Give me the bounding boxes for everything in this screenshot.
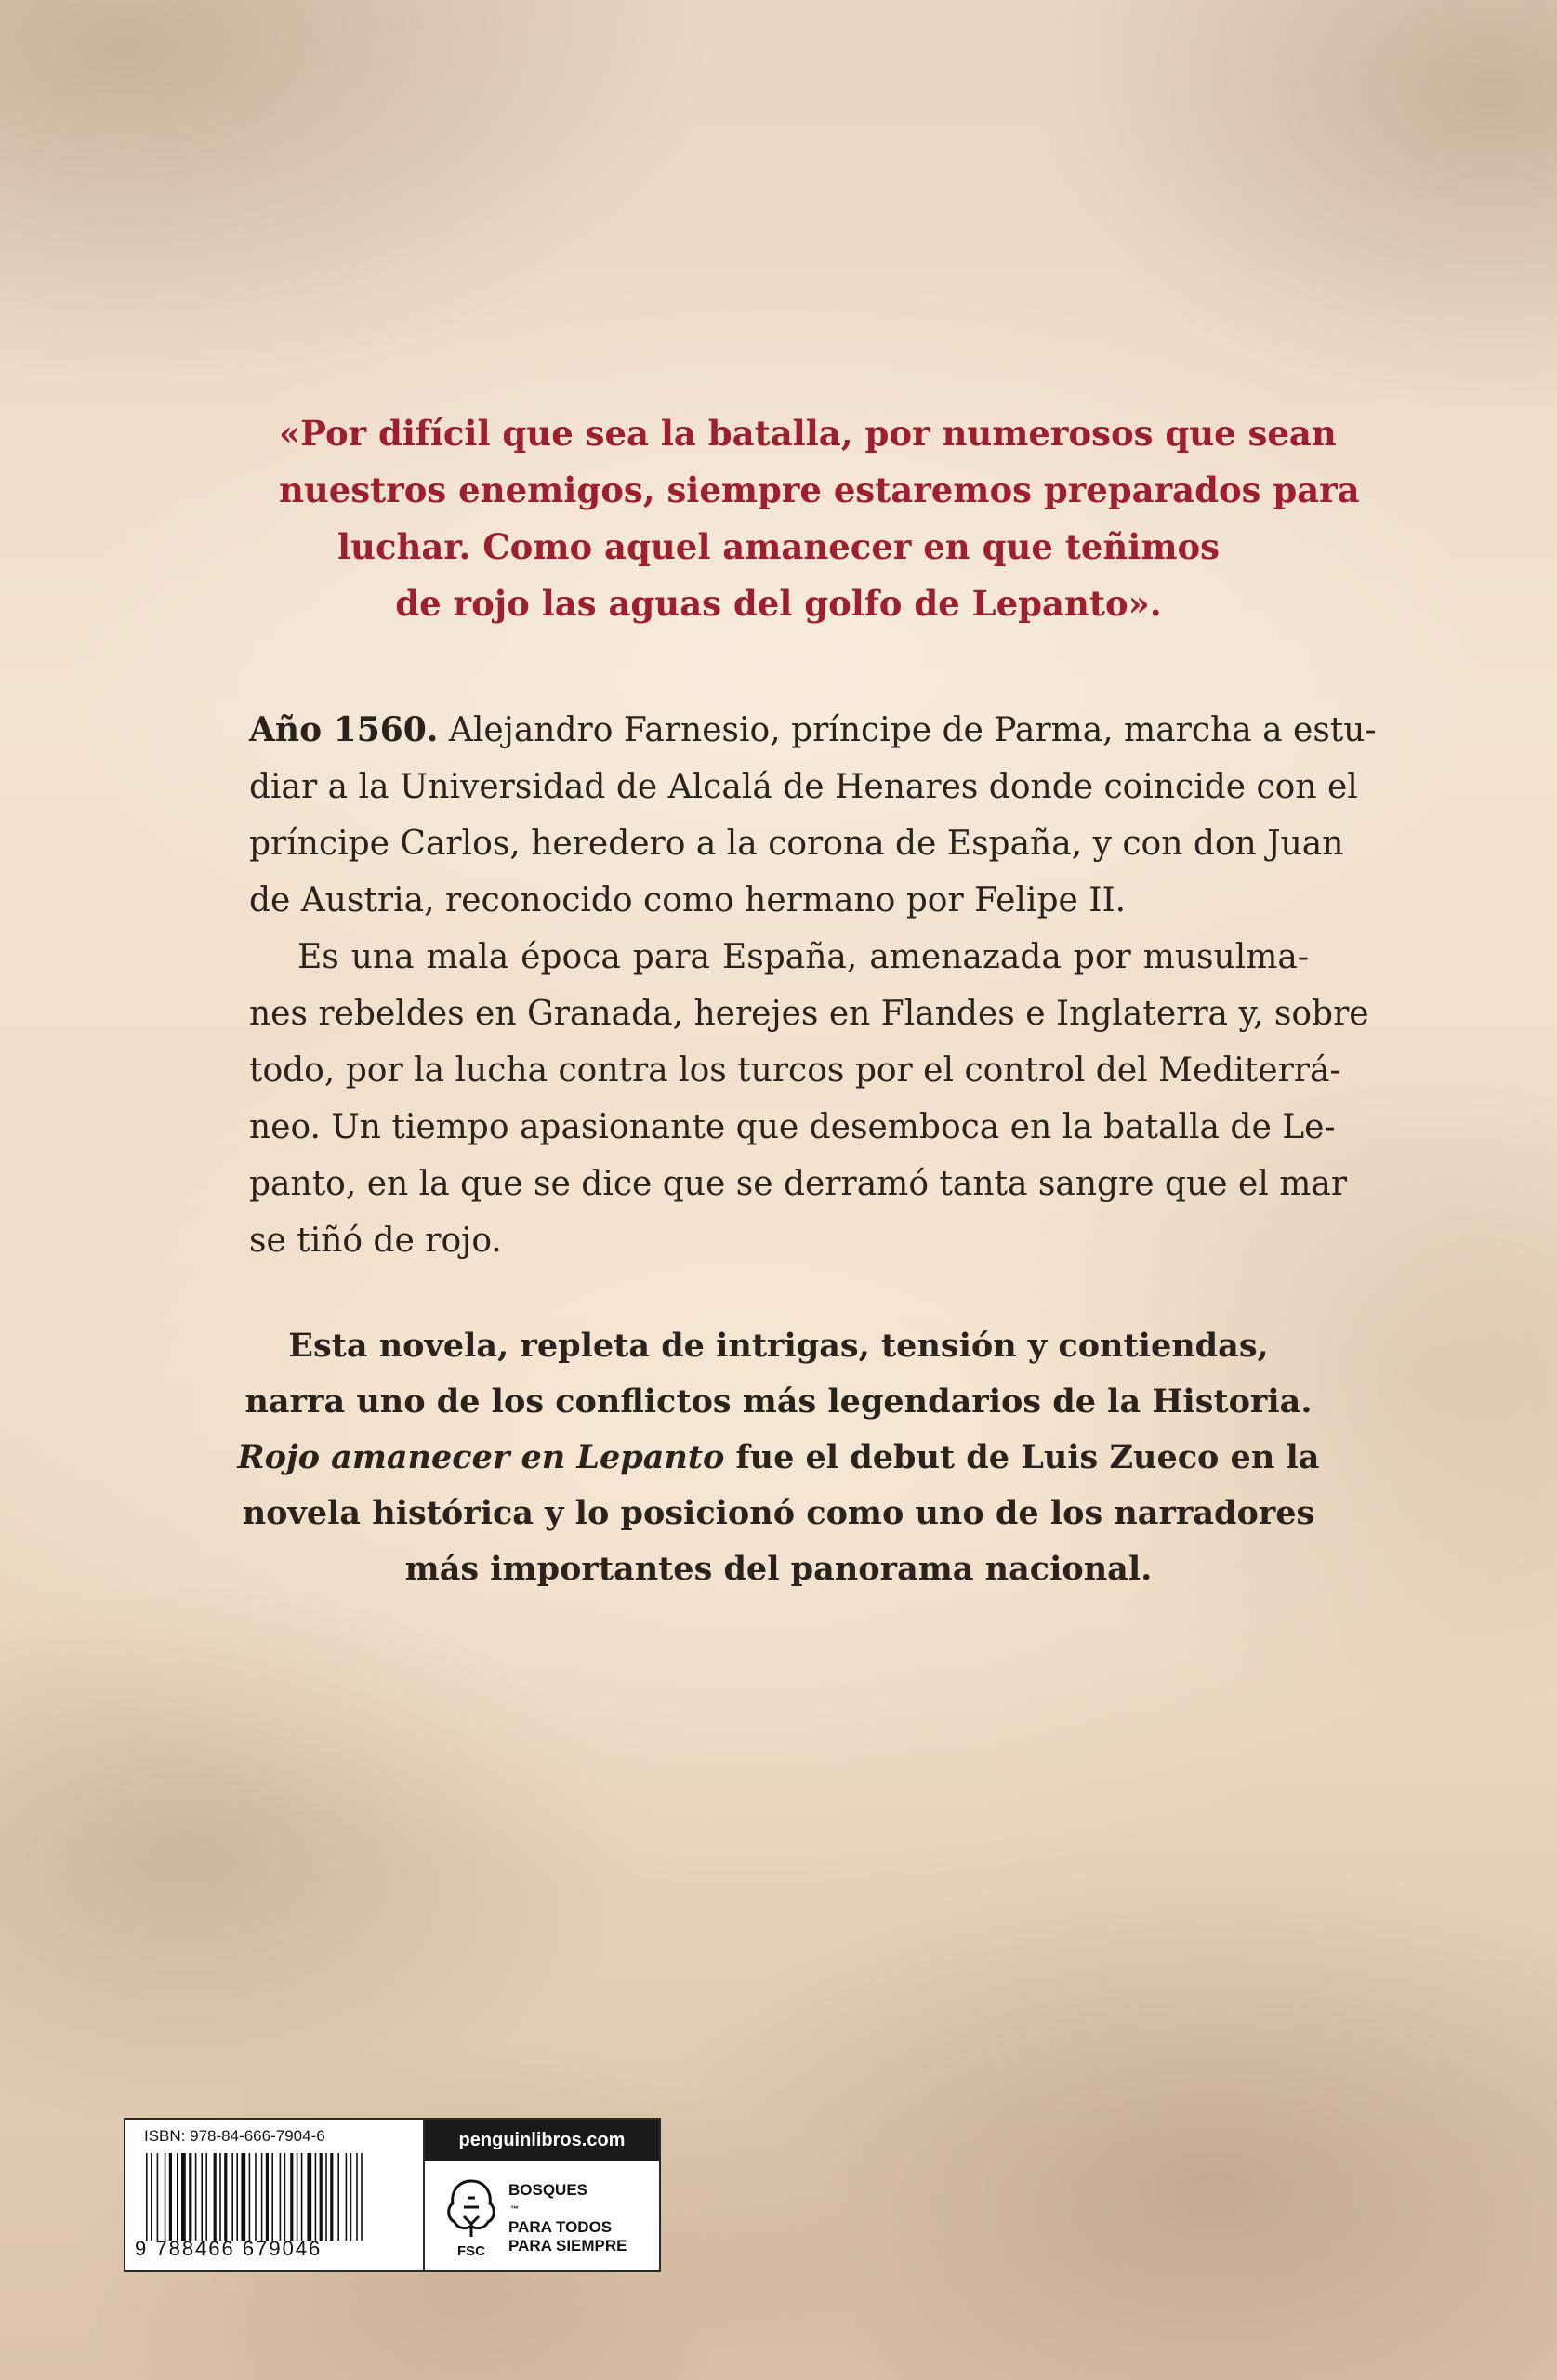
barcode-icon [146,2153,406,2241]
quote-line: nuestros enemigos, siempre estaremos preparados para [279,469,1360,510]
promo-text: fue el debut de Luis Zueco en la [724,1438,1320,1476]
synopsis-line: neo. Un tiempo apasionante que desemboca en la batalla de Le- [249,1108,1336,1146]
synopsis-line: se tiñó de rojo. [249,1222,502,1260]
promo-line: narra uno de los conflictos más legendarios de la Historia. [244,1382,1313,1421]
synopsis-line: panto, en la que se dice que se derramó tanta sangre que el mar [249,1165,1348,1203]
synopsis-lead: Año 1560. [249,710,439,749]
fsc-mark: FSC [457,2243,485,2259]
fsc-slogan-line: PARA TODOS [508,2218,613,2236]
fsc-slogan-line: PARA SIEMPRE [508,2237,627,2254]
synopsis-line: todo, por la lucha contra los turcos por el control del Mediterrá- [249,1051,1341,1090]
synopsis-line: nes rebeldes en Granada, herejes en Flandes e Inglaterra y, sobre [249,995,1369,1033]
quote-line: «Por difícil que sea la batalla, por numerosos que sean [279,413,1337,454]
synopsis-text: Alejandro Farnesio, príncipe de Parma, marcha a estu- [438,711,1377,749]
barcode-panel [124,2118,661,2272]
promo-line: novela histórica y lo posicionó como uno de los narradores [242,1494,1315,1532]
trademark-mark: ™ [510,2204,519,2214]
quote-line: luchar. Como aquel amanecer en que teñimos [336,526,1221,567]
promo-line [223,1430,1334,1486]
promo-blurb [223,1318,1334,1597]
synopsis-line: Es una mala época para España, amenazada por musulma- [297,938,1309,976]
synopsis-line: de Austria, reconocido como hermano por Felipe II. [249,881,1127,919]
fsc-tree-icon [442,2175,501,2259]
book-title: Rojo amanecer en Lepanto [237,1438,725,1476]
synopsis-line [249,702,1377,759]
synopsis [249,702,1377,1269]
synopsis-line: diar a la Universidad de Alcalá de Henares donde coincide con el [249,768,1358,806]
barcode-section [125,2120,425,2270]
fsc-slogan-line [508,2181,627,2218]
isbn-label: ISBN: 978-84-666-7904-6 [144,2127,325,2145]
ean-digits: 9 788466 679046 [135,2237,323,2260]
fsc-slogan [508,2181,627,2255]
fsc-slogan-word: BOSQUES [508,2181,588,2199]
publisher-section [425,2120,659,2270]
pull-quote [279,405,1360,632]
publisher-website: penguinlibros.com [425,2120,659,2161]
synopsis-line: príncipe Carlos, heredero a la corona de España, y con don Juan [249,825,1344,863]
quote-line: de rojo las aguas del golfo de Lepanto». [395,583,1162,624]
promo-line: Esta novela, repleta de intrigas, tensión y contiendas, [288,1327,1269,1365]
promo-line: más importantes del panorama nacional. [404,1550,1153,1588]
